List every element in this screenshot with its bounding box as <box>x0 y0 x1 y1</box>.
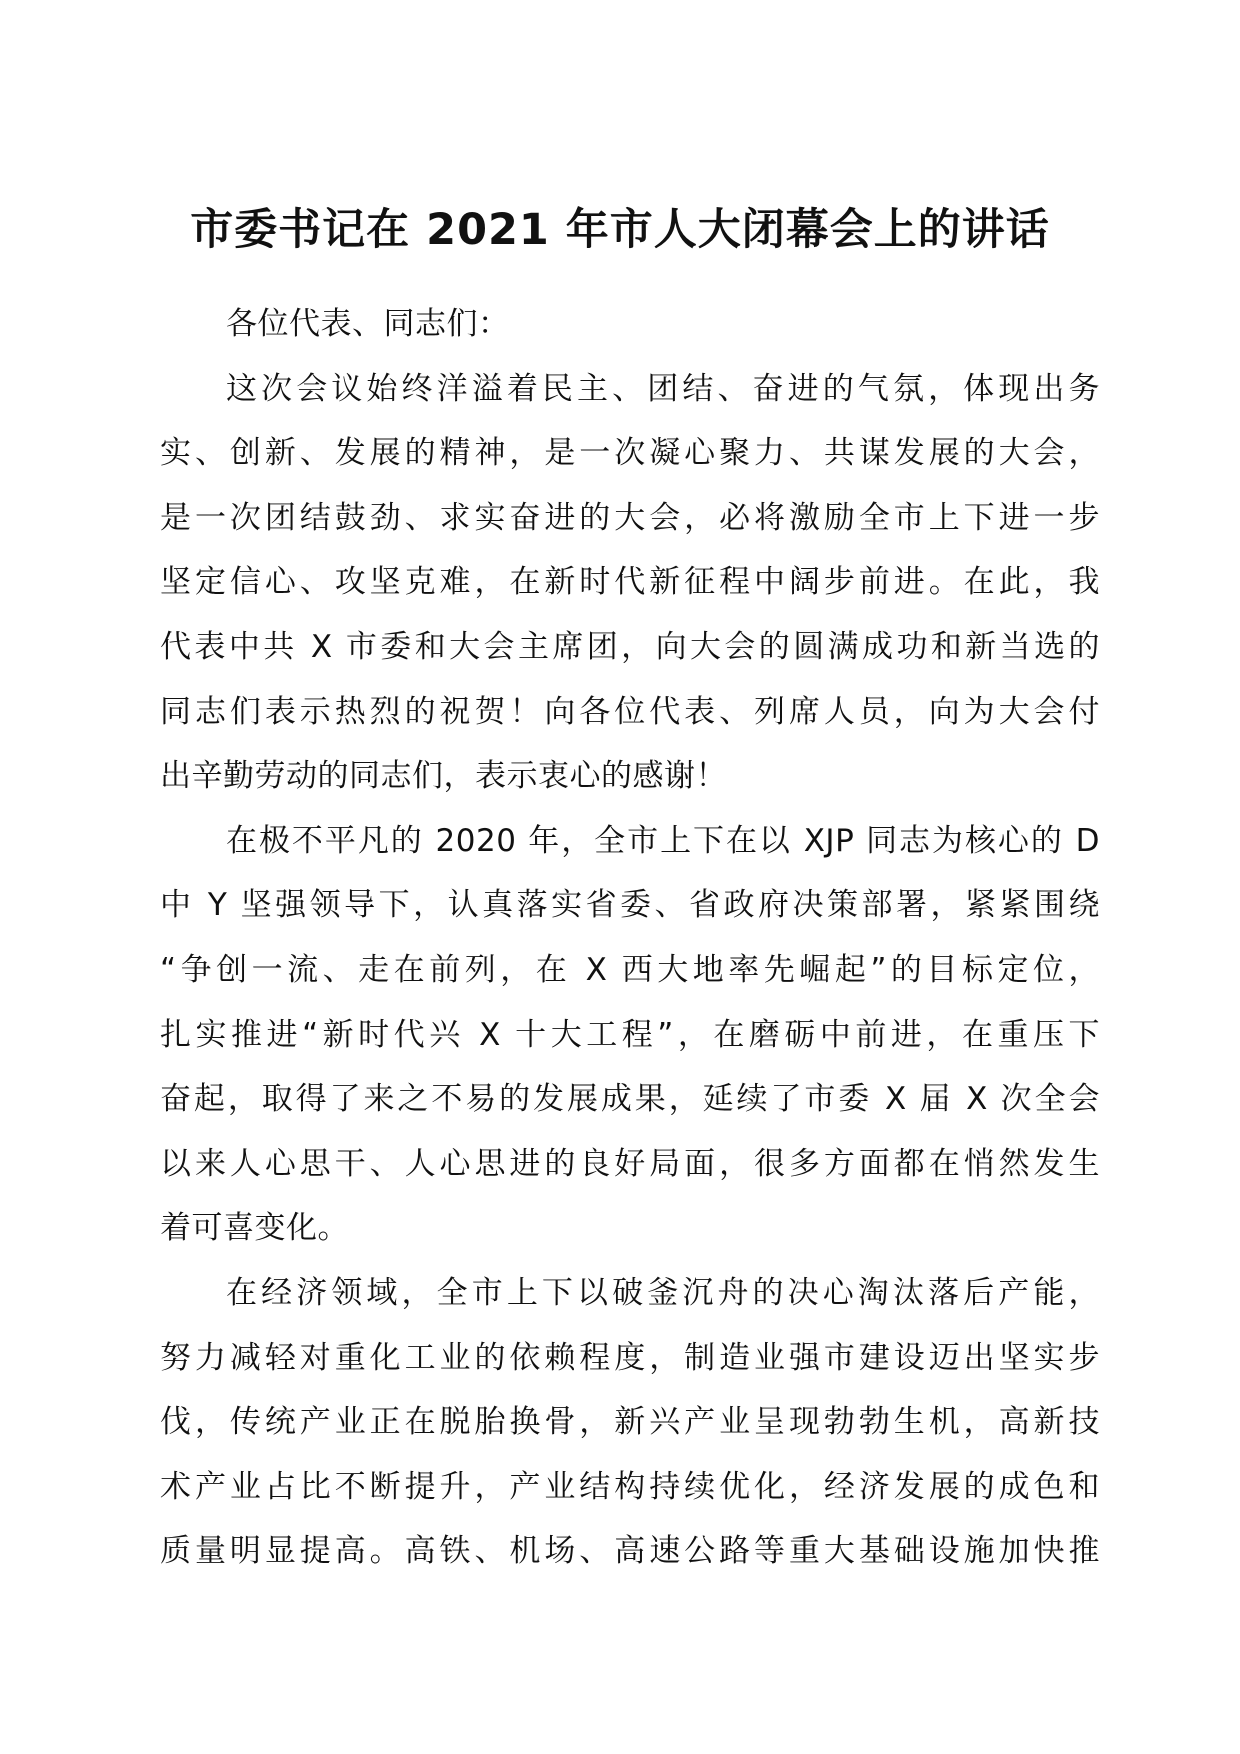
paragraph-line: 伐，传统产业正在脱胎换骨，新兴产业呈现勃勃生机，高新技 <box>160 1404 1100 1441</box>
paragraph-line: 中 Y 坚强领导下，认真落实省委、省政府决策部署，紧紧围绕 <box>160 887 1100 924</box>
paragraph-line: 术产业占比不断提升，产业结构持续优化，经济发展的成色和 <box>160 1468 1100 1505</box>
paragraph-first-line: 在经济领域，全市上下以破釜沉舟的决心淘汰落后产能， <box>226 1274 1100 1311</box>
document-title: 市委书记在 2021 年市人大闭幕会上的讲话 <box>190 205 1050 255</box>
paragraph-line: 实、创新、发展的精神，是一次凝心聚力、共谋发展的大会， <box>160 435 1100 472</box>
paragraph-first-line: 在极不平凡的 2020 年，全市上下在以 XJP 同志为核心的 D <box>226 822 1100 859</box>
paragraph-first-line: 各位代表、同志们： <box>226 306 510 342</box>
paragraph-line: 出辛勤劳动的同志们，表示衷心的感谢！ <box>160 758 727 795</box>
paragraph-line: 努力减轻对重化工业的依赖程度，制造业强市建设迈出坚实步 <box>160 1339 1100 1376</box>
paragraph-line: 以来人心思干、人心思进的良好局面，很多方面都在悄然发生 <box>160 1145 1100 1182</box>
paragraph-line: 坚定信心、攻坚克难，在新时代新征程中阔步前进。在此，我 <box>160 564 1100 601</box>
paragraph-line: 质量明显提高。高铁、机场、高速公路等重大基础设施加快推 <box>160 1533 1100 1570</box>
document-body <box>160 292 1100 1584</box>
paragraph-line: 是一次团结鼓劲、求实奋进的大会，必将激励全市上下进一步 <box>160 499 1100 536</box>
paragraph-line: 同志们表示热烈的祝贺！向各位代表、列席人员，向为大会付 <box>160 693 1100 730</box>
paragraph-first-line: 这次会议始终洋溢着民主、团结、奋进的气氛，体现出务 <box>226 370 1100 407</box>
paragraph-line: “争创一流、走在前列，在 X 西大地率先崛起”的目标定位， <box>160 951 1100 988</box>
paragraph-line: 奋起，取得了来之不易的发展成果，延续了市委 X 届 X 次全会 <box>160 1081 1100 1118</box>
paragraph-line: 代表中共 X 市委和大会主席团，向大会的圆满成功和新当选的 <box>160 628 1100 665</box>
paragraph-line: 着可喜变化。 <box>160 1210 349 1247</box>
paragraph-line: 扎实推进“新时代兴 X 十大工程”，在磨砺中前进，在重压下 <box>160 1016 1100 1053</box>
